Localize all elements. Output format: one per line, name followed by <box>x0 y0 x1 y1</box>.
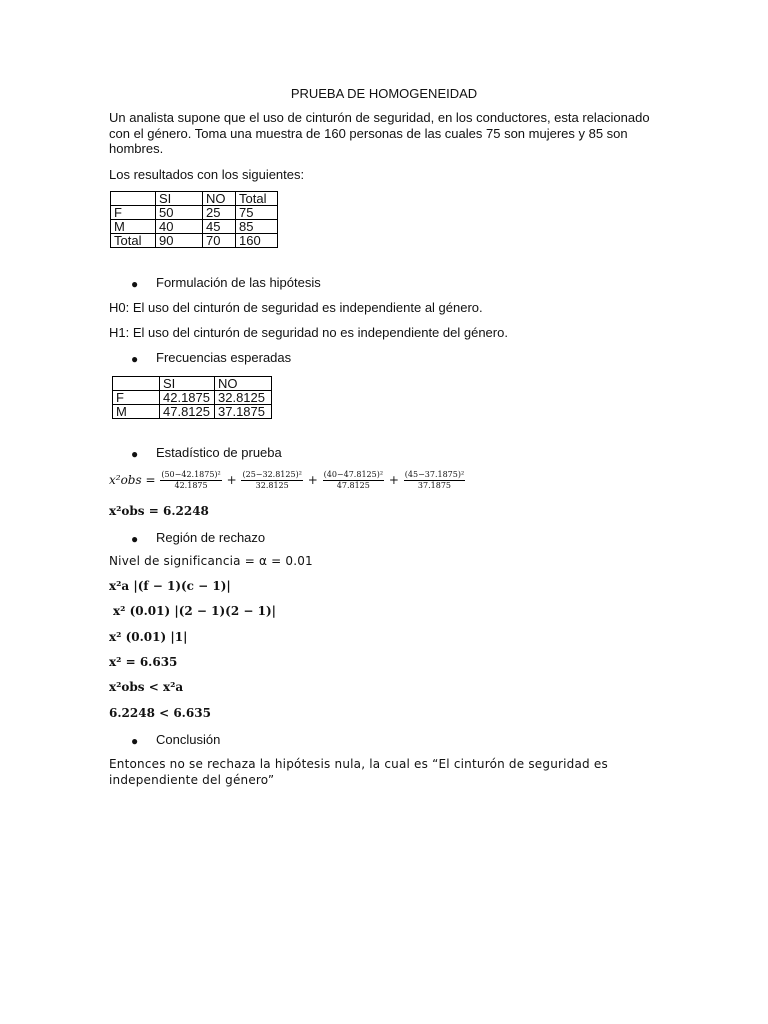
bullet <box>131 276 138 292</box>
table-cell: SI <box>160 377 215 391</box>
formula-fraction <box>404 470 465 491</box>
table-cell: F <box>111 206 156 220</box>
table-cell: F <box>113 391 160 405</box>
math-line: x²a |(f − 1)(c − 1)| <box>109 579 231 593</box>
table-cell: SI <box>156 192 203 206</box>
fraction-numerator: (25−32.8125)² <box>242 470 302 479</box>
table-cell: NO <box>215 377 272 391</box>
table-cell: Total <box>236 192 278 206</box>
bullet-dot-icon: ● <box>131 532 139 546</box>
significance-level: Nivel de significancia = α = 0.01 <box>109 554 313 568</box>
math-line: 6.2248 < 6.635 <box>109 706 211 720</box>
plus-sign: + <box>226 473 237 487</box>
chi-obs-result: x²obs = 6.2248 <box>109 504 209 518</box>
table-cell: M <box>113 405 160 419</box>
table-cell: 32.8125 <box>215 391 272 405</box>
math-line: x² = 6.635 <box>109 655 178 669</box>
formula-fraction <box>323 470 384 491</box>
table-cell: 85 <box>236 220 278 234</box>
observed-table <box>110 191 278 248</box>
table-header-row <box>113 377 272 391</box>
section-heading-statistic: Estadístico de prueba <box>156 445 282 460</box>
bullet <box>131 351 138 367</box>
table-cell: 40 <box>156 220 203 234</box>
section-heading-hypotheses: Formulación de las hipótesis <box>156 275 321 290</box>
section-heading-conclusion: Conclusión <box>156 732 221 747</box>
math-line: x² (0.01) |1| <box>109 630 188 644</box>
chi-obs-formula <box>109 470 466 491</box>
table-header-row <box>111 192 278 206</box>
section-heading-rejection: Región de rechazo <box>156 530 266 545</box>
table-cell <box>113 377 160 391</box>
bullet-dot-icon: ● <box>131 352 139 366</box>
fraction-numerator: (50−42.1875)² <box>161 470 221 479</box>
table-cell: 45 <box>203 220 236 234</box>
table-cell: 25 <box>203 206 236 220</box>
formula-lhs: x²obs = <box>109 473 156 487</box>
table-cell: 47.8125 <box>160 405 215 419</box>
bullet <box>131 733 138 749</box>
fraction-denominator: 32.8125 <box>255 481 289 490</box>
table-cell: 75 <box>236 206 278 220</box>
fraction-denominator: 47.8125 <box>336 481 370 490</box>
table-row <box>111 220 278 234</box>
table-cell: Total <box>111 234 156 248</box>
table-cell: 50 <box>156 206 203 220</box>
fraction-numerator: (40−47.8125)² <box>323 470 384 479</box>
table-cell: 70 <box>203 234 236 248</box>
table-row <box>113 391 272 405</box>
math-line: x² (0.01) |(2 − 1)(2 − 1)| <box>113 604 277 618</box>
conclusion-text: Entonces no se rechaza la hipótesis nula, la cual es “El cinturón de seguridad es independiente del género” <box>109 757 608 787</box>
results-label: Los resultados con los siguientes: <box>109 167 305 182</box>
plus-sign: + <box>388 473 399 487</box>
formula-fraction <box>241 470 302 491</box>
hypothesis-h1: H1: El uso del cinturón de seguridad no es independiente del género. <box>109 325 508 340</box>
fraction-denominator: 42.1875 <box>174 481 208 490</box>
section-heading-expected: Frecuencias esperadas <box>156 350 292 365</box>
fraction-denominator: 37.1875 <box>417 481 452 490</box>
bullet-dot-icon: ● <box>131 734 139 748</box>
fraction-numerator: (45−37.1875)² <box>404 470 465 479</box>
table-cell: 90 <box>156 234 203 248</box>
intro-paragraph: Un analista supone que el uso de cinturón de seguridad, en los conductores, esta relacionado con el género. Toma una muestra de 160 personas de las cuales 75 son mujeres y 85 son hombres. <box>109 110 650 156</box>
table-cell <box>111 192 156 206</box>
table-row <box>111 206 278 220</box>
table-cell: 42.1875 <box>160 391 215 405</box>
table-cell: NO <box>203 192 236 206</box>
page-title: PRUEBA DE HOMOGENEIDAD <box>290 86 478 101</box>
table-row <box>113 405 272 419</box>
hypothesis-h0: H0: El uso del cinturón de seguridad es independiente al género. <box>109 300 483 315</box>
table-cell: 37.1875 <box>215 405 272 419</box>
math-line: x²obs < x²a <box>109 680 184 694</box>
table-cell: M <box>111 220 156 234</box>
bullet <box>131 531 138 547</box>
plus-sign: + <box>307 473 318 487</box>
bullet-dot-icon: ● <box>131 447 139 461</box>
table-row <box>111 234 278 248</box>
bullet <box>131 446 138 462</box>
bullet-dot-icon: ● <box>131 277 139 291</box>
table-cell: 160 <box>236 234 278 248</box>
formula-fraction <box>160 470 221 491</box>
expected-table <box>112 376 272 419</box>
